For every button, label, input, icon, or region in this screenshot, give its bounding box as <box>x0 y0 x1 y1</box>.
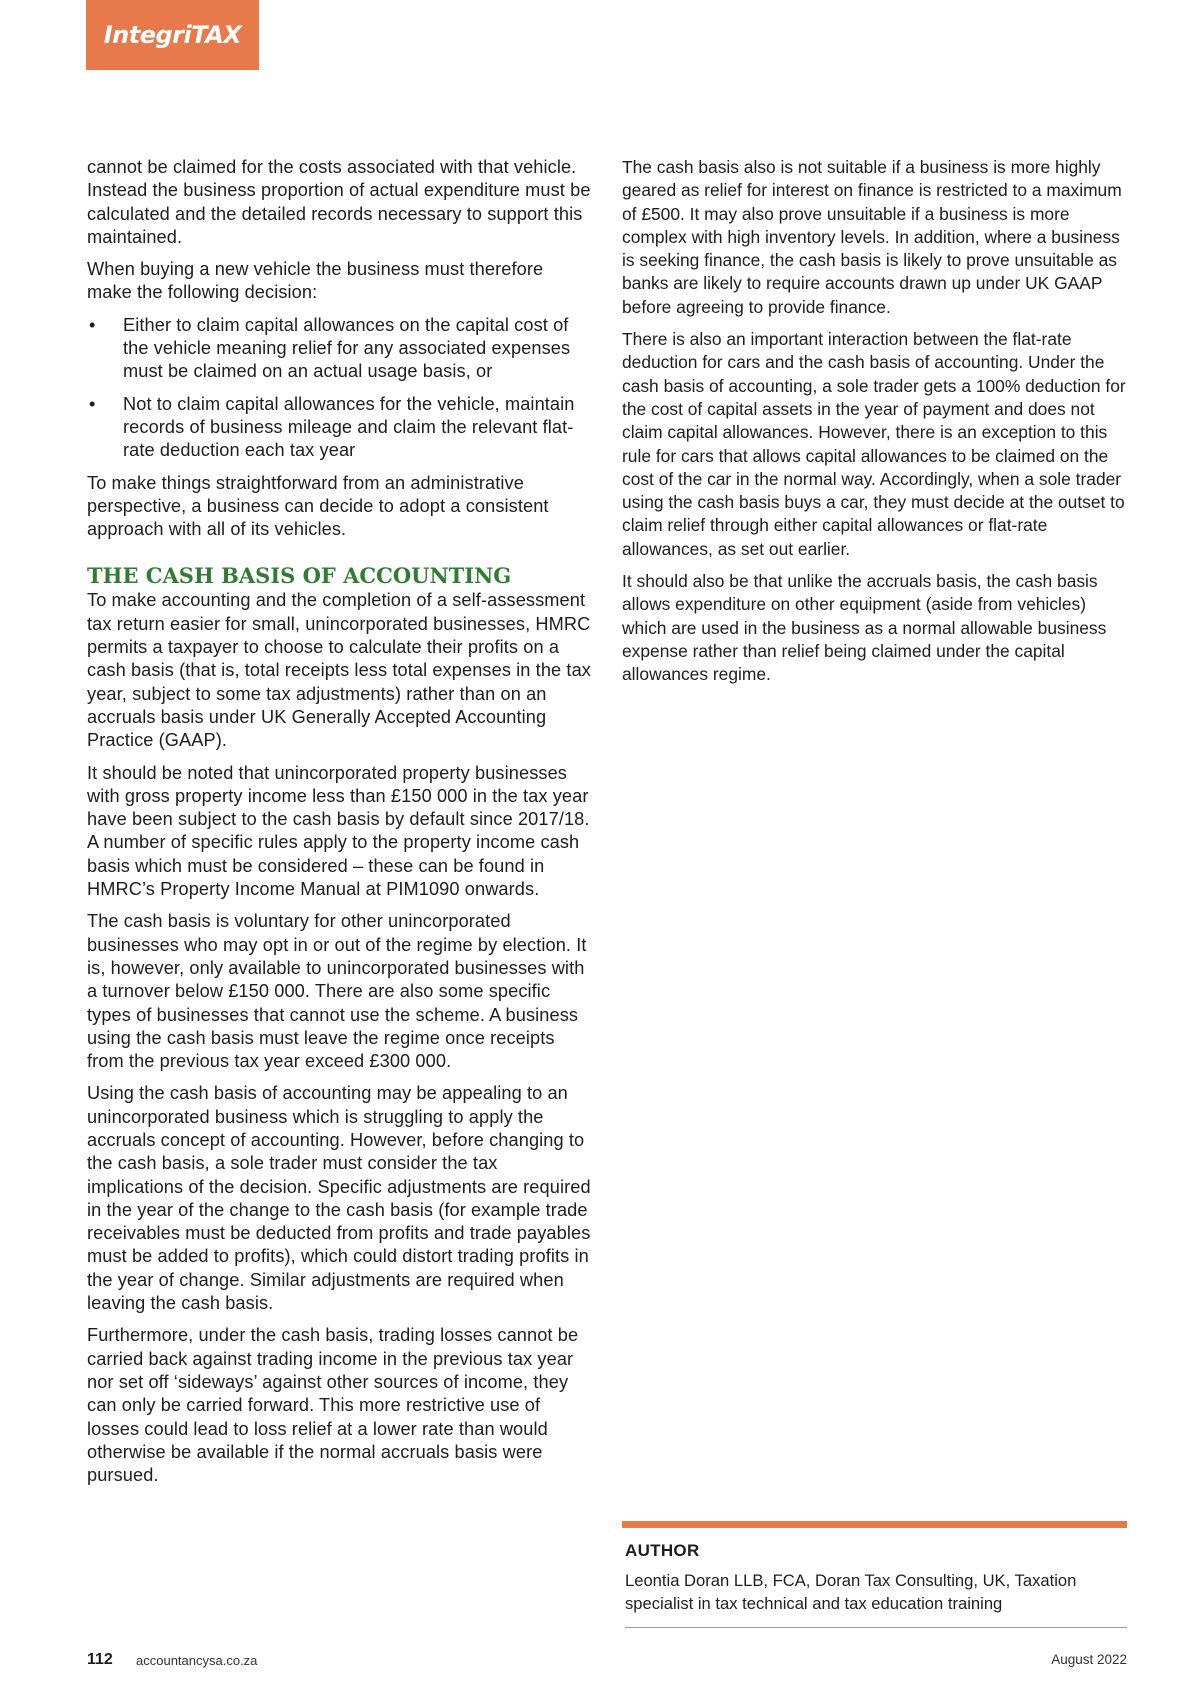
bullet-icon: • <box>89 314 96 335</box>
footer-website: accountancysa.co.za <box>136 1653 258 1668</box>
paragraph: cannot be claimed for the costs associated with that vehicle. Instead the business proportion of actual expenditure must be calculated and the detailed records necessary to support this maintained. <box>87 157 591 247</box>
author-heading: AUTHOR <box>625 1541 700 1560</box>
section-heading: THE CASH BASIS OF ACCOUNTING <box>87 563 512 589</box>
author-divider <box>622 1521 1127 1528</box>
paragraph: It should also be that unlike the accruals basis, the cash basis allows expenditure on other equipment (aside from vehicles) which are used in the business as a normal allowable business expense rather than relief being claimed under the capital allowances regime. <box>622 571 1107 685</box>
paragraph: To make things straightforward from an administrative perspective, a business can decide to adopt a consistent approach with all of its vehicles. <box>87 472 549 540</box>
paragraph: Furthermore, under the cash basis, trading losses cannot be carried back against trading income in the previous tax year nor set off ‘sideways’ against other sources of income, they can only be carried forward. This more restrictive use of losses could lead to loss relief at a lower rate than would otherwise be available if the normal accruals basis were pursued. <box>87 1325 579 1486</box>
footer-date: August 2022 <box>1051 1652 1127 1667</box>
paragraph: Using the cash basis of accounting may be appealing to an unincorporated business which is struggling to apply the accruals concept of accounting. However, before changing to the cash basis, a sole trader must consider the tax implications of the decision. Specific adjustments are required in the year of the change to the cash basis (for example trade receivables must be deducted from profits and trade payables must be added to profits), which could distort trading profits in the year of change. Similar adjustments are required when leaving the cash basis. <box>87 1083 591 1314</box>
list-item <box>87 393 592 463</box>
integritax-logo <box>86 0 259 70</box>
paragraph: When buying a new vehicle the business must therefore make the following decision: <box>87 259 544 303</box>
logo-text: IntegriTAX <box>103 21 242 49</box>
paragraph: The cash basis is voluntary for other unincorporated businesses who may opt in or out of the regime by election. It is, however, only available to unincorporated businesses with a turnover below £150 000. There are also some specific types of businesses that cannot use the scheme. A business using the cash basis must leave the regime once receipts from the previous tax year exceed £300 000. <box>87 911 587 1072</box>
author-bio: Leontia Doran LLB, FCA, Doran Tax Consulting, UK, Taxation specialist in tax technical and tax education training <box>625 1571 1077 1613</box>
paragraph: To make accounting and the completion of a self-assessment tax return easier for small, unincorporated businesses, HMRC permits a taxpayer to choose to calculate their profits on a cash basis (that is, total receipts less total expenses in the tax year, subject to some tax adjustments) rather than on an accruals basis under UK Generally Accepted Accounting Practice (GAAP). <box>87 590 591 751</box>
list-item-text: Not to claim capital allowances for the vehicle, maintain records of business mileage and claim the relevant flat-rate deduction each tax year <box>123 393 575 461</box>
author-bottom-divider <box>625 1627 1127 1628</box>
left-column <box>87 156 592 1496</box>
decision-list <box>87 314 592 463</box>
paragraph: There is also an important interaction between the flat-rate deduction for cars and the cash basis of accounting. Under the cash basis of accounting, a sole trader gets a 100% deduction for the cost of capital assets in the year of payment and does not claim capital allowances. However, there is an exception to this rule for cars that allows capital allowances to be claimed on the cost of the car in the normal way. Accordingly, when a sole trader using the cash basis buys a car, they must decide at the outset to claim relief through either capital allowances or flat-rate allowances, as set out earlier. <box>622 329 1126 559</box>
bullet-icon: • <box>89 393 96 414</box>
page-number: 112 <box>87 1651 113 1668</box>
right-column <box>622 156 1127 696</box>
list-item <box>87 314 592 384</box>
paragraph: It should be noted that unincorporated property businesses with gross property income less than £150 000 in the tax year have been subject to the cash basis by default since 2017/18. A number of specific rules apply to the property income cash basis which must be considered – these can be found in HMRC’s Property Income Manual at PIM1090 onwards. <box>87 762 590 900</box>
paragraph: The cash basis also is not suitable if a business is more highly geared as relief for interest on finance is restricted to a maximum of £500. It may also prove unsuitable if a business is more complex with high inventory levels. In addition, where a business is seeking finance, the cash basis is likely to prove unsuitable as banks are likely to require accounts drawn up under UK GAAP before agreeing to provide finance. <box>622 157 1122 317</box>
list-item-text: Either to claim capital allowances on the capital cost of the vehicle meaning relief for any associated expenses must be claimed on an actual usage basis, or <box>123 314 571 382</box>
